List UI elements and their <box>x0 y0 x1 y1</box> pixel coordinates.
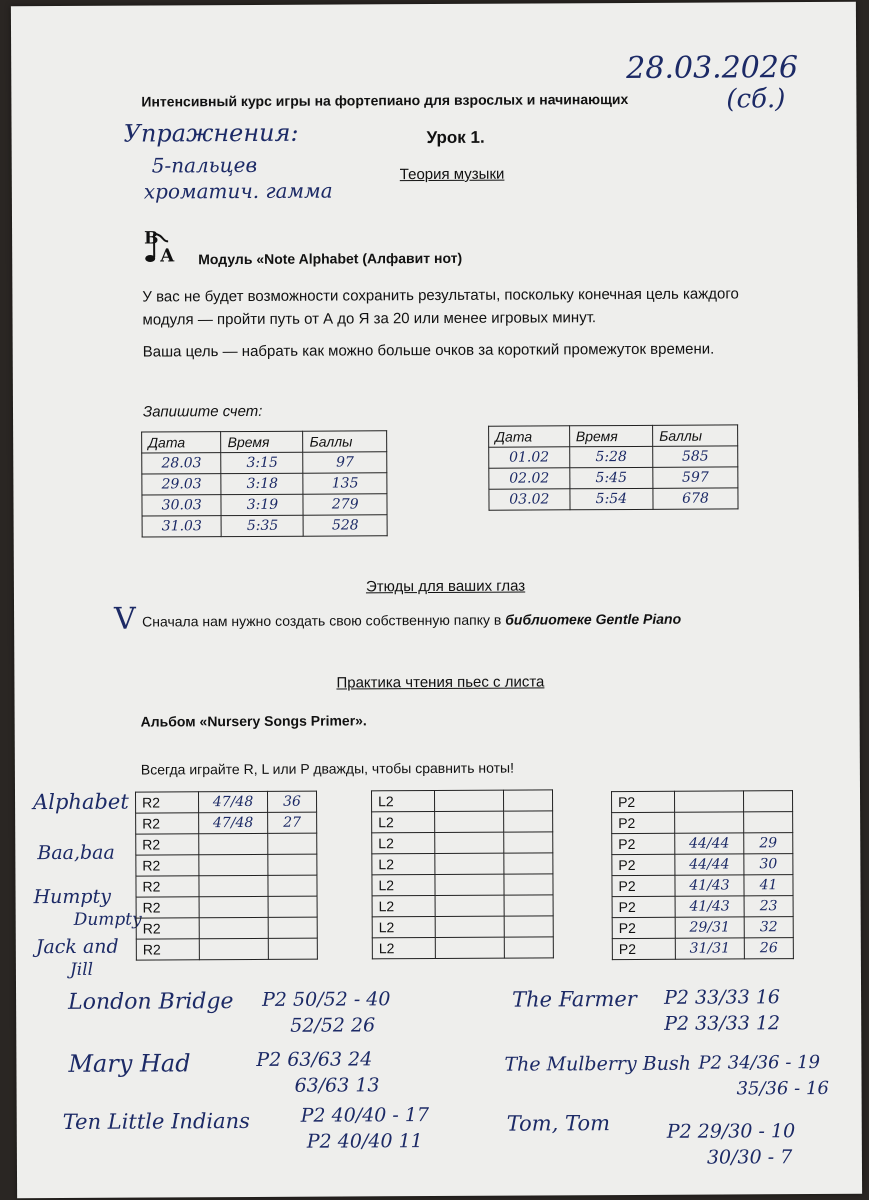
score-cell <box>504 874 553 895</box>
notes-cell <box>675 791 744 812</box>
header-time: Время <box>221 431 303 452</box>
table-row <box>372 853 553 875</box>
note-name: London Bridge <box>68 989 234 1015</box>
table-row <box>612 938 793 960</box>
score-prompt: Запишите счет: <box>142 402 263 421</box>
row-label: R2 <box>136 792 199 813</box>
header-points: Баллы <box>303 431 387 452</box>
lesson-title: Урок 1. <box>426 127 485 148</box>
table-row <box>612 896 793 918</box>
table-row <box>136 938 317 960</box>
table-row <box>372 895 553 917</box>
score-cell <box>504 895 553 916</box>
score-cell: 30 <box>744 854 793 875</box>
notes-cell: 29/31 <box>675 917 744 938</box>
note-line: P2 40/40 - 17 <box>300 1104 430 1127</box>
instruction-text: Всегда играйте R, L или P дважды, чтобы сравнить ноты! <box>140 759 514 778</box>
course-title: Интенсивный курс игры на фортепиано для взрослых и начинающих <box>141 90 629 110</box>
table-row: 02.02 5:45 597 <box>489 467 738 489</box>
row-label: P2 <box>612 791 675 812</box>
score-cell: 41 <box>744 875 793 896</box>
header-points: Баллы <box>653 425 738 446</box>
note-name: Ten Little Indians <box>62 1108 250 1134</box>
note-line: 35/36 - 16 <box>736 1077 829 1100</box>
note-line: P2 33/33 16 <box>664 986 781 1009</box>
side-label: Jack and <box>35 935 119 959</box>
row-label: R2 <box>136 855 199 876</box>
notes-cell <box>199 917 268 938</box>
note-line: P2 63/63 24 <box>256 1048 373 1071</box>
table-row <box>372 937 553 959</box>
notes-cell <box>435 937 504 958</box>
notes-cell <box>199 938 268 959</box>
notes-cell: 44/44 <box>675 854 744 875</box>
row-label: L2 <box>372 833 435 854</box>
note-line: 52/52 26 <box>290 1014 376 1037</box>
notes-cell <box>435 916 504 937</box>
document-page <box>11 2 862 1198</box>
practice-table-r <box>135 791 318 961</box>
date-note: 28.03.2026 <box>626 50 799 86</box>
table-row <box>371 790 552 812</box>
note-line: P2 34/36 - 19 <box>698 1051 821 1074</box>
row-label: P2 <box>612 917 675 938</box>
row-label: P2 <box>612 896 675 917</box>
note-line: 30/30 - 7 <box>706 1146 793 1169</box>
note-name: Tom, Tom <box>506 1111 611 1136</box>
notes-cell <box>199 833 268 854</box>
table-row <box>136 791 317 813</box>
row-label: L2 <box>372 812 435 833</box>
table-row <box>136 812 317 834</box>
row-label: L2 <box>372 896 435 917</box>
notes-cell: 41/43 <box>675 896 744 917</box>
row-label: P2 <box>612 875 675 896</box>
notes-cell <box>199 896 268 917</box>
row-label: P2 <box>612 854 675 875</box>
table-row: 30.03 3:19 279 <box>142 494 387 516</box>
table-row <box>612 812 793 834</box>
module-para-2: Ваша цель — набрать как можно больше очков за короткий промежуток времени. <box>142 340 715 361</box>
table-row <box>372 874 553 896</box>
score-cell <box>504 937 553 958</box>
table-row <box>372 811 553 833</box>
note-name: Mary Had <box>68 1049 191 1078</box>
weekday-note: (сб.) <box>726 84 786 115</box>
side-label: Jill <box>69 959 94 980</box>
note-name: The Farmer <box>512 986 637 1012</box>
etudes-text: Сначала нам нужно создать свою собственную папку в библиотеке Gentle Piano <box>142 610 682 630</box>
row-label: P2 <box>612 938 675 959</box>
score-cell: 27 <box>268 812 317 833</box>
table-row <box>612 917 793 939</box>
table-row: 29.03 3:18 135 <box>142 473 387 495</box>
row-label: L2 <box>372 938 435 959</box>
score-cell: 29 <box>744 833 793 854</box>
side-label: Baa,baa <box>37 841 115 865</box>
row-label: P2 <box>612 812 675 833</box>
table-row <box>372 916 553 938</box>
row-label: R2 <box>136 939 199 960</box>
sight-reading-heading: Практика чтения пьес с листа <box>336 673 545 692</box>
row-label: P2 <box>612 833 675 854</box>
row-label: R2 <box>136 918 199 939</box>
table-row <box>612 854 793 876</box>
table-row <box>136 875 317 897</box>
svg-text:A: A <box>160 245 175 267</box>
note-line: P2 29/30 - 10 <box>666 1120 796 1143</box>
score-cell <box>744 791 793 812</box>
score-cell <box>268 875 317 896</box>
row-label: L2 <box>372 875 435 896</box>
score-cell: 26 <box>744 938 793 959</box>
notes-cell: 41/43 <box>675 875 744 896</box>
row-label: R2 <box>136 834 199 855</box>
note-line: P2 40/40 11 <box>306 1130 423 1153</box>
note-line: 63/63 13 <box>294 1074 380 1097</box>
notes-cell <box>435 832 504 853</box>
score-cell <box>503 790 552 811</box>
album-title: Альбом «Nursery Songs Primer». <box>140 712 367 730</box>
check-mark: V <box>114 601 136 637</box>
row-label: R2 <box>136 876 199 897</box>
score-cell: 36 <box>267 791 316 812</box>
score-table-1 <box>141 430 388 537</box>
notes-cell <box>435 811 504 832</box>
score-cell: 32 <box>744 917 793 938</box>
row-label: L2 <box>371 791 434 812</box>
notes-cell <box>435 895 504 916</box>
table-row <box>136 854 317 876</box>
header-time: Время <box>569 425 652 446</box>
notes-cell <box>199 854 268 875</box>
side-label: Dumpty <box>73 909 142 930</box>
table-row: 03.02 5:54 678 <box>489 488 738 510</box>
score-cell <box>268 917 317 938</box>
table-row: 31.03 5:35 528 <box>142 515 387 537</box>
table-row <box>136 833 317 855</box>
exercises-title: Упражнения: <box>123 118 299 148</box>
table-row: 28.03 3:15 97 <box>142 452 387 474</box>
practice-table-p <box>611 790 794 960</box>
notes-cell <box>435 853 504 874</box>
exercises-line-2: хроматич. гамма <box>143 178 333 204</box>
notes-cell <box>435 874 504 895</box>
table-row <box>372 832 553 854</box>
module-title: Модуль «Note Alphabet (Алфавит нот) <box>198 249 463 268</box>
row-label: R2 <box>136 813 199 834</box>
practice-table-l <box>371 789 554 959</box>
score-cell <box>268 854 317 875</box>
table-row <box>136 917 317 939</box>
note-line: P2 33/33 12 <box>664 1012 781 1035</box>
score-cell <box>268 938 317 959</box>
module-para-1: У вас не будет возможности сохранить результаты, поскольку конечная цель каждого модуля — пройти путь от А до Я за 20 или менее игровых минут. <box>142 285 739 329</box>
notes-cell: 31/31 <box>675 938 744 959</box>
table-row <box>612 875 793 897</box>
exercises-line-1: 5-пальцев <box>151 152 258 178</box>
etudes-heading: Этюды для ваших глаз <box>365 577 526 596</box>
side-label: Alphabet <box>32 789 129 815</box>
table-row <box>612 791 793 813</box>
score-cell <box>504 853 553 874</box>
table-row <box>136 896 317 918</box>
row-label: R2 <box>136 897 199 918</box>
side-label: Humpty <box>33 885 111 909</box>
theory-heading: Теория музыки <box>399 165 505 184</box>
score-cell <box>268 896 317 917</box>
score-cell <box>504 916 553 937</box>
score-cell <box>744 812 793 833</box>
header-date: Дата <box>142 432 222 453</box>
table-row <box>612 833 793 855</box>
notes-cell <box>199 875 268 896</box>
header-date: Дата <box>489 426 570 447</box>
note-alphabet-icon <box>142 227 182 265</box>
note-line: P2 50/52 - 40 <box>262 988 391 1011</box>
score-cell <box>268 833 317 854</box>
score-cell <box>504 811 553 832</box>
svg-text:B: B <box>144 228 159 249</box>
score-cell: 23 <box>744 896 793 917</box>
note-name: The Mulberry Bush <box>504 1052 691 1076</box>
table-row: 01.02 5:28 585 <box>489 446 738 468</box>
score-table-2 <box>488 424 738 510</box>
notes-cell: 47/48 <box>199 812 268 833</box>
row-label: L2 <box>372 854 435 875</box>
score-cell <box>504 832 553 853</box>
notes-cell: 47/48 <box>199 791 268 812</box>
notes-cell <box>434 790 503 811</box>
row-label: L2 <box>372 917 435 938</box>
notes-cell: 44/44 <box>675 833 744 854</box>
notes-cell <box>675 812 744 833</box>
